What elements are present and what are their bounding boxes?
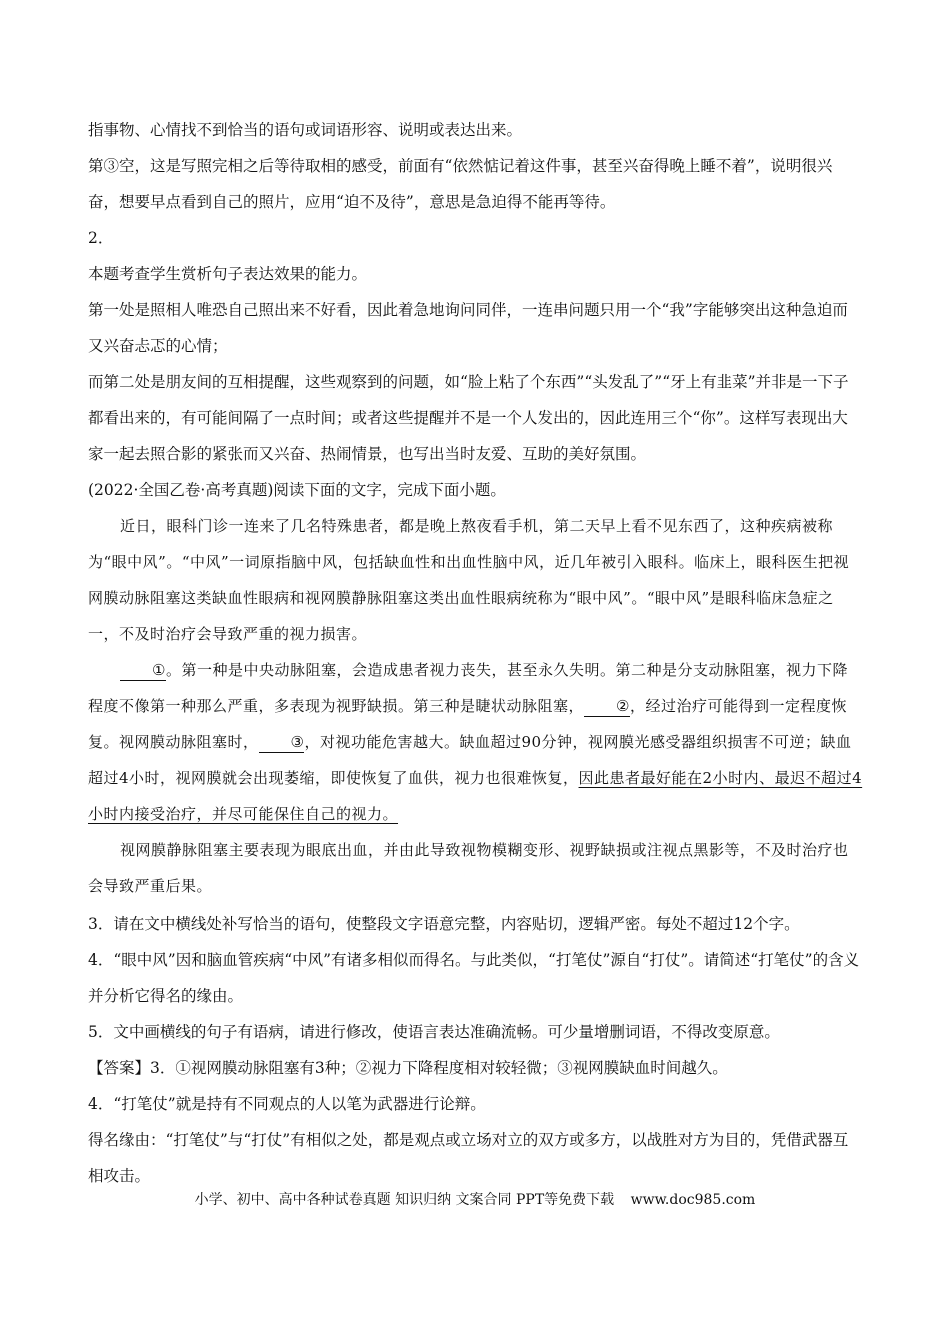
source-heading: (2022·全国乙卷·高考真题)阅读下面的文字，完成下面小题。 <box>88 481 506 499</box>
passage-paragraph-3: 视网膜静脉阻塞主要表现为眼底出血，并由此导致视物模糊变形、视野缺损或注视点黑影等，不及时治疗也会导致严重后果。 <box>88 841 849 895</box>
footer-link[interactable]: www.doc985.com <box>630 1192 756 1208</box>
question-4: 4．“眼中风”因和脑血管疾病“中风”有诸多相似而得名。与此类似，“打笔仗”源自“打仗”。请简述“打笔仗”的含义并分析它得名的缘由。 <box>88 951 860 1005</box>
questions-section <box>88 906 863 1194</box>
page-footer <box>0 1188 950 1212</box>
paragraph: 本题考查学生赏析句子表达效果的能力。 <box>88 265 368 283</box>
answer-4-reason: 得名缘由：“打笔仗”与“打仗”有相似之处，都是观点或立场对立的双方或多方，以战胜对方为目的，凭借武器互相攻击。 <box>88 1131 849 1185</box>
blank-2: ② <box>584 696 630 717</box>
passage-paragraph-1: 近日，眼科门诊一连来了几名特殊患者，都是晚上熬夜看手机，第二天早上看不见东西了，这种疾病被称为“眼中风”。“中风”一词原指脑中风，包括缺血性和出血性脑中风，近几年被引入眼科。临床上，眼科医生把视网膜动脉阻塞这类缺血性眼病和视网膜静脉阻塞这类出血性眼病统称为“眼中风”。“眼中风”是眼科临床急症之一，不及时治疗会导致严重的视力损害。 <box>88 517 850 643</box>
answer-3: 【答案】3．①视网膜动脉阻塞有3种；②视力下降程度相对较轻微；③视网膜缺血时间越久。 <box>88 1059 728 1077</box>
blank-1: ① <box>120 660 166 681</box>
answer-4: 4．“打笔仗”就是持有不同观点的人以笔为武器进行论辩。 <box>88 1095 486 1113</box>
blank-3: ③ <box>259 732 305 753</box>
underlined-sentence: 因此患者最好能在2小时内、最迟不超过4小时内接受治疗，并尽可能保住自己的视力。 <box>88 769 863 823</box>
passage-paragraph-2: ①。第一种是中央动脉阻塞，会造成患者视力丧失，甚至永久失明。第二种是分支动脉阻塞，视力下降程度不像第一种那么严重，多表现为视野缺损。第三种是睫状动脉阻塞， ②，经过治疗可能得到一定程度恢复。视网膜动脉阻塞时， ③，对视功能危害越大。缺血超过90分钟，视网膜光感受器组织损害不可逆；缺血超过4小时，视网膜就会出现萎缩，即使恢复了血供，视力也很难恢复，因此患者最好能在2小时内、最迟不超过4小时内接受治疗，并尽可能保住自己的视力。 <box>88 661 863 823</box>
reading-passage <box>88 508 863 904</box>
footer-text: 小学、初中、高中各种试卷真题 知识归纳 文案合同 PPT等免费下载 <box>194 1192 615 1208</box>
question-3: 3．请在文中横线处补写恰当的语句，使整段文字语意完整，内容贴切，逻辑严密。每处不超过12个字。 <box>88 915 800 933</box>
paragraph: 第一处是照相人唯恐自己照出来不好看，因此着急地询问同伴，一连串问题只用一个“我”字能够突出这种急迫而又兴奋忐忑的心情； <box>88 301 848 355</box>
paragraph: 而第二处是朋友间的互相提醒，这些观察到的问题，如“脸上粘了个东西”“头发乱了”“牙上有韭菜”并非是一下子都看出来的，有可能间隔了一点时间；或者这些提醒并不是一个人发出的，因此连用三个“你”。这样写表现出大家一起去照合影的紧张而又兴奋、热闹情景，也写出当时友爱、互助的美好氛围。 <box>88 373 849 463</box>
question-number: 2． <box>88 229 114 247</box>
paragraph: 第③空，这是写照完相之后等待取相的感受，前面有“依然惦记着这件事，甚至兴奋得晚上睡不着”，说明很兴奋，想要早点看到自己的照片，应用“迫不及待”，意思是急迫得不能再等待。 <box>88 157 833 211</box>
question-5: 5．文中画横线的句子有语病，请进行修改，使语言表达准确流畅。可少量增删词语，不得改变原意。 <box>88 1023 780 1041</box>
answer-explanation-section <box>88 112 863 508</box>
paragraph: 指事物、心情找不到恰当的语句或词语形容、说明或表达出来。 <box>88 121 523 139</box>
